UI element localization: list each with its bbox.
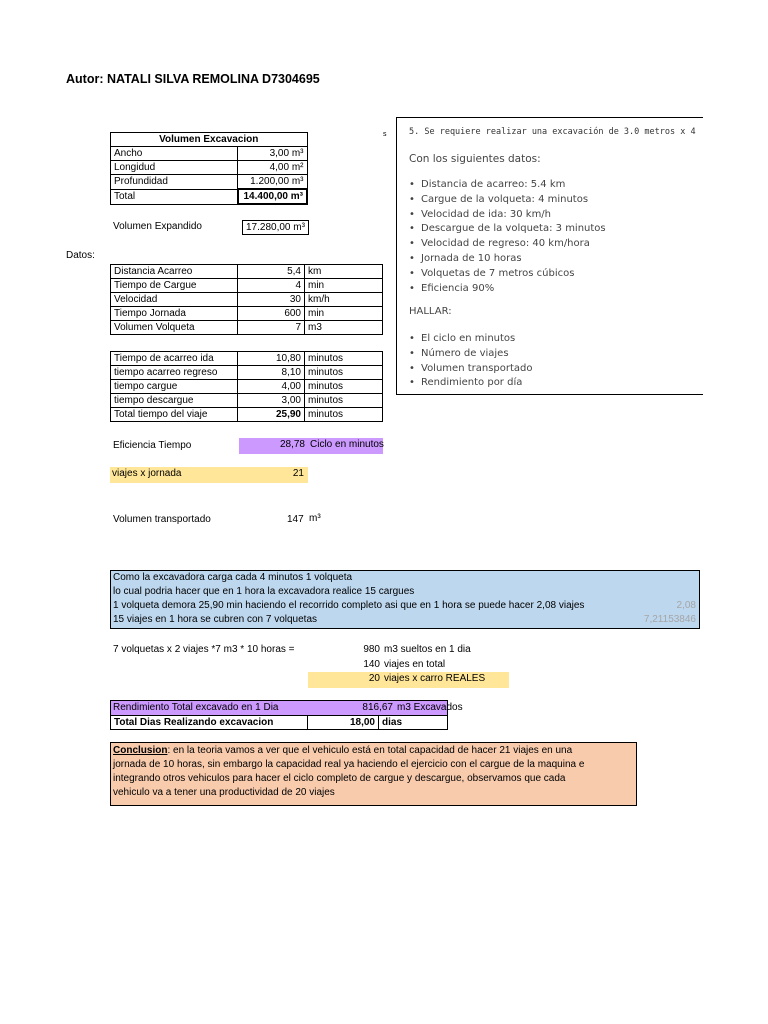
conclusion-line: jornada de 10 horas, sin embargo la capacidad real ya haciendo el ejercicio con el cargue de la maquina e bbox=[113, 759, 585, 770]
transportado-unit: m³ bbox=[309, 513, 321, 524]
hallar-label: HALLAR: bbox=[409, 306, 452, 317]
table-row: Tiempo de Cargue 4 min bbox=[111, 279, 383, 293]
table-row bbox=[111, 716, 448, 730]
expandido-value-cell: 17.280,00 m³ bbox=[242, 220, 309, 235]
rendimiento-label: Rendimiento Total excavado en 1 Dia bbox=[113, 702, 279, 713]
datos-table bbox=[110, 264, 383, 335]
explanation-line: 1 volqueta demora 25,90 min haciendo el recorrido completo asi que en 1 hora se puede hacer 2,08 viajes 2,08 bbox=[113, 600, 696, 611]
table-row: Longidud 4,00 m² bbox=[111, 161, 308, 175]
table-row: Distancia Acarreo 5,4 km bbox=[111, 265, 383, 279]
table-row: Ancho 3,00 m³ bbox=[111, 147, 308, 161]
rendimiento-unit: m3 Excavados bbox=[397, 702, 463, 713]
eficiencia-value: 28,78 bbox=[279, 439, 305, 450]
conclusion-line: vehiculo va a tener una productividad de 20 viajes bbox=[113, 787, 335, 798]
list-item: • Distancia de acarreo: 5.4 km bbox=[409, 178, 606, 193]
list-item: • Velocidad de ida: 30 km/h bbox=[409, 208, 606, 223]
list-item: • Descargue de la volqueta: 3 minutos bbox=[409, 222, 606, 237]
table-row: Volumen Volqueta 7 m3 bbox=[111, 321, 383, 335]
table-row: tiempo cargue 4,00 minutos bbox=[111, 380, 383, 394]
table-row: Tiempo Jornada 600 min bbox=[111, 307, 383, 321]
viajes-label: viajes x jornada bbox=[112, 468, 182, 479]
calc-r1-text: m3 sueltos en 1 dia bbox=[384, 644, 471, 655]
list-item: • Jornada de 10 horas bbox=[409, 252, 606, 267]
viajes-jornada-row bbox=[110, 467, 308, 483]
explanation-line: lo cual podria hacer que en 1 hora la excavadora realice 15 cargues bbox=[113, 586, 415, 597]
eficiencia-cell bbox=[239, 438, 383, 454]
transportado-value: 147 bbox=[287, 514, 304, 525]
viajes-reales-row bbox=[308, 672, 509, 688]
rendimiento-value: 816,67 bbox=[362, 702, 393, 713]
list-item: • Eficiencia 90% bbox=[409, 282, 606, 297]
list-item: • Volquetas de 7 metros cúbicos bbox=[409, 267, 606, 282]
conclusion-label: Conclusion bbox=[113, 745, 168, 756]
volumen-excavacion-table bbox=[110, 132, 308, 205]
table-row: Tiempo de acarreo ida 10,80 minutos bbox=[111, 352, 383, 366]
problem-statement-image bbox=[396, 117, 703, 395]
list-item: • Rendimiento por día bbox=[409, 376, 533, 391]
table-row: tiempo acarreo regreso 8,10 minutos bbox=[111, 366, 383, 380]
expandido-label: Volumen Expandido bbox=[113, 221, 202, 232]
calc-r3-value: 20 bbox=[368, 673, 380, 684]
list-item: • Volumen transportado bbox=[409, 362, 533, 377]
volumen-title: Volumen Excavacion bbox=[111, 133, 308, 147]
calc-r2-value: 140 bbox=[363, 659, 380, 670]
calc-r2-text: viajes en total bbox=[384, 659, 446, 670]
eficiencia-label: Eficiencia Tiempo bbox=[113, 440, 192, 451]
eficiencia-unit: Ciclo en minutos bbox=[310, 439, 384, 450]
list-item: • Velocidad de regreso: 40 km/hora bbox=[409, 237, 606, 252]
table-row: Profundidad 1.200,00 m³ bbox=[111, 175, 308, 190]
explanation-line: 15 viajes en 1 hora se cubren con 7 volquetas 7,21153846 bbox=[113, 614, 696, 625]
calc-r1-value: 980 bbox=[363, 644, 380, 655]
author-title: Autor: NATALI SILVA REMOLINA D7304695 bbox=[66, 72, 320, 86]
dias-table bbox=[110, 715, 448, 730]
problem-header: 5. Se requiere realizar una excavación de 3.0 metros x 4 bbox=[409, 127, 696, 137]
problem-datos-list bbox=[409, 178, 606, 296]
transportado-label: Volumen transportado bbox=[113, 514, 211, 525]
rendimiento-row bbox=[110, 700, 463, 716]
marker: s bbox=[383, 131, 387, 138]
dias-unit: dias bbox=[379, 716, 448, 730]
explanation-box bbox=[110, 570, 700, 629]
datos-label: Datos: bbox=[66, 250, 95, 261]
calc-r3-text: viajes x carro REALES bbox=[384, 673, 486, 684]
viajes-value: 21 bbox=[292, 468, 304, 479]
table-row: Total 14.400,00 m³ bbox=[111, 189, 308, 204]
tiempos-table bbox=[110, 351, 383, 422]
explanation-line: Como la excavadora carga cada 4 minutos 1 volqueta bbox=[113, 572, 353, 583]
calc-formula: 7 volquetas x 2 viajes *7 m3 * 10 horas = bbox=[113, 644, 295, 655]
table-row: Velocidad 30 km/h bbox=[111, 293, 383, 307]
list-item: • Número de viajes bbox=[409, 347, 533, 362]
dias-value: 18,00 bbox=[308, 716, 379, 730]
problem-intro: Con los siguientes datos: bbox=[409, 153, 541, 165]
table-row: tiempo descargue 3,00 minutos bbox=[111, 394, 383, 408]
table-row: Total tiempo del viaje 25,90 minutos bbox=[111, 408, 383, 422]
conclusion-line: integrando otros vehiculos para hacer el ciclo completo de cargue y descargue, observamos que cada bbox=[113, 773, 566, 784]
conclusion-box bbox=[110, 742, 637, 806]
dias-label: Total Dias Realizando excavacion bbox=[111, 716, 308, 730]
conclusion-line: : en la teoria vamos a ver que el vehiculo está en total capacidad de hacer 21 viajes en una bbox=[167, 745, 573, 756]
list-item: • Cargue de la volqueta: 4 minutos bbox=[409, 193, 606, 208]
problem-hallar-list bbox=[409, 332, 533, 391]
list-item: • El ciclo en minutos bbox=[409, 332, 533, 347]
